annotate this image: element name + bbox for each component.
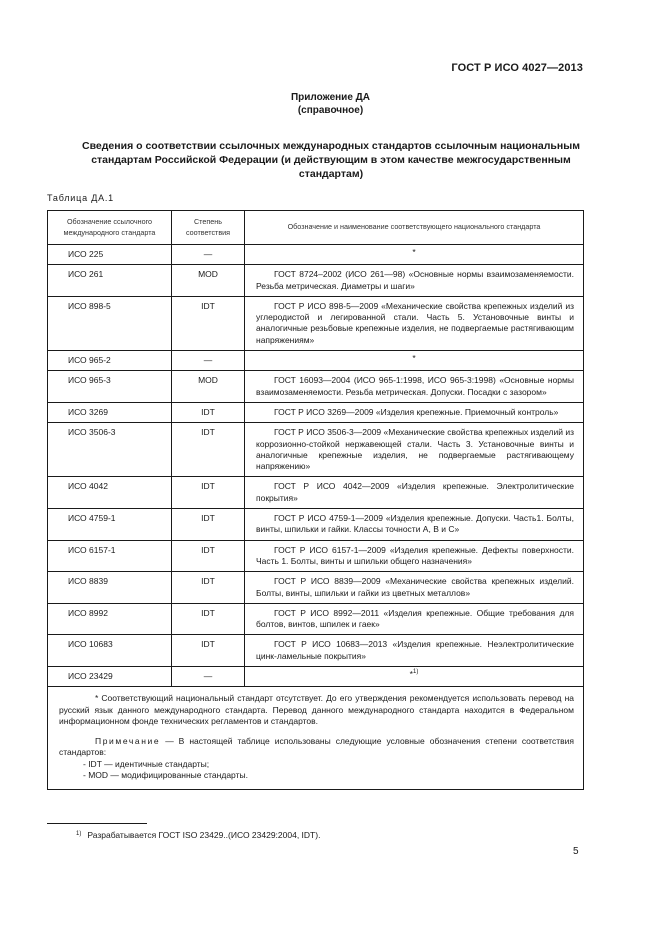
national-standard	[245, 402, 584, 422]
section-title-line: стандартам)	[298, 168, 364, 180]
absent-standard-mark: *	[412, 353, 416, 364]
document-designation: ГОСТ Р ИСО 4027—2013	[451, 62, 583, 74]
intl-standard-code: ИСО 965-3	[48, 371, 172, 403]
table-notes-row	[48, 687, 584, 790]
national-standard	[245, 667, 584, 687]
table-row	[48, 265, 584, 297]
national-standard-text: ГОСТ Р ИСО 6157-1—2009 «Изделия крепежные. Дефекты поверхности. Часть 1. Болты, винты и шпильки общего назначения»	[256, 544, 574, 566]
table-row	[48, 667, 584, 687]
footnote-text: Разрабатывается ГОСТ ISO 23429..(ИСО 23429:2004, IDT).	[87, 830, 321, 840]
national-standard-text: ГОСТ Р ИСО 10683—2013 «Изделия крепежные. Неэлектролитические цинк-ламельные покрытия»	[256, 639, 574, 661]
table-row	[48, 603, 584, 635]
absent-standard-mark: *	[412, 247, 416, 257]
national-standard-text: ГОСТ Р ИСО 898-5—2009 «Механические свойства крепежных изделий из углеродистой и легированной стали. Часть 5. Установочные винты и аналогичные резьбовые крепежные изделия, не подвергаемые растягивающим напряжениям»	[256, 300, 574, 345]
header-national-standard: Обозначение и наименование соответствующего национального стандарта	[245, 211, 584, 245]
correspondence-degree: IDT	[172, 603, 245, 635]
national-standard	[245, 265, 584, 297]
footnote-reference: 1)	[412, 669, 419, 676]
note-idt: - IDT — идентичные стандарты;	[83, 758, 210, 769]
table-notes	[48, 687, 584, 790]
correspondence-degree: IDT	[172, 477, 245, 509]
intl-standard-code: ИСО 8992	[48, 603, 172, 635]
correspondence-degree: MOD	[172, 265, 245, 297]
footnote-mark: 1)	[76, 831, 82, 837]
correspondence-degree: IDT	[172, 540, 245, 572]
table-row	[48, 296, 584, 350]
intl-standard-code: ИСО 965-2	[48, 351, 172, 371]
national-standard	[245, 509, 584, 541]
appendix-subtitle: (справочное)	[297, 105, 364, 116]
header-intl-standard: Обозначение ссылочного международного стандарта	[48, 211, 172, 245]
table-row	[48, 402, 584, 422]
intl-standard-code: ИСО 4042	[48, 477, 172, 509]
intl-standard-code: ИСО 23429	[48, 667, 172, 687]
appendix-heading	[0, 91, 661, 117]
table-row	[48, 477, 584, 509]
correspondence-degree: IDT	[172, 423, 245, 477]
intl-standard-code: ИСО 898-5	[48, 296, 172, 350]
correspondence-degree: —	[172, 667, 245, 687]
correspondence-degree: MOD	[172, 371, 245, 403]
table-row	[48, 540, 584, 572]
correspondence-table	[47, 210, 584, 790]
intl-standard-code: ИСО 3269	[48, 402, 172, 422]
table-row	[48, 572, 584, 604]
table-row	[48, 351, 584, 371]
footnote	[76, 830, 320, 840]
intl-standard-code: ИСО 225	[48, 245, 172, 265]
national-standard	[245, 423, 584, 477]
correspondence-degree: IDT	[172, 635, 245, 667]
national-standard	[245, 603, 584, 635]
section-title-line: стандартам Российской Федерации (и действующим в этом качестве межгосударственным	[91, 154, 571, 166]
national-standard	[245, 477, 584, 509]
national-standard-text: ГОСТ Р ИСО 4759-1—2009 «Изделия крепежные. Допуски. Часть1. Болты, винты, шпильки и гайки. Классы точности А, В и С»	[256, 513, 574, 535]
table-row	[48, 635, 584, 667]
intl-standard-code: ИСО 6157-1	[48, 540, 172, 572]
national-standard	[245, 572, 584, 604]
correspondence-degree: —	[172, 351, 245, 371]
section-title	[46, 139, 616, 181]
appendix-title: Приложение ДА	[290, 92, 371, 103]
national-standard	[245, 635, 584, 667]
table-row	[48, 245, 584, 265]
intl-standard-code: ИСО 4759-1	[48, 509, 172, 541]
national-standard-text: ГОСТ 16093—2004 (ИСО 965-1:1998, ИСО 965-3:1998) «Основные нормы взаимозаменяемости. Резьба метрическая. Допуски. Посадки с зазором»	[256, 375, 574, 397]
intl-standard-code: ИСО 10683	[48, 635, 172, 667]
table-row	[48, 509, 584, 541]
table-row	[48, 371, 584, 403]
correspondence-degree: IDT	[172, 572, 245, 604]
absent-standard-mark: *	[409, 669, 413, 680]
page-number: 5	[573, 846, 579, 857]
national-standard	[245, 296, 584, 350]
national-standard-text: ГОСТ 8724–2002 (ИСО 261—98) «Основные нормы взаимозаменяемости. Резьба метрическая. Диаметры и шаги»	[256, 269, 574, 291]
header-degree: Степень соответствия	[172, 211, 245, 245]
note-legend	[59, 736, 574, 759]
table-row	[48, 423, 584, 477]
note-text: — В настоящей таблице использованы следующие условные обозначения степени соответствия стандартов:	[59, 735, 574, 758]
footnote-divider	[47, 823, 147, 824]
correspondence-degree: IDT	[172, 296, 245, 350]
national-standard	[245, 351, 584, 371]
section-title-line: Сведения о соответствии ссылочных международных стандартов ссылочным национальным	[82, 140, 580, 152]
intl-standard-code: ИСО 8839	[48, 572, 172, 604]
national-standard-text: ГОСТ Р ИСО 8839—2009 «Механические свойства крепежных изделий. Болты, винты, шпильки и гайки из цветных металлов»	[256, 576, 574, 598]
national-standard-text: ГОСТ Р ИСО 4042—2009 «Изделия крепежные. Электролитические покрытия»	[256, 481, 574, 503]
note-label: Примечание	[95, 735, 161, 746]
national-standard-text: ГОСТ Р ИСО 3506-3—2009 «Механические свойства крепежных изделий из коррозионно-стойкой нержавеющей стали. Часть 3. Установочные винты и аналогичные крепежные изделия, не подвергаемые растягивающему напряжению»	[256, 427, 574, 472]
table-header-row	[48, 211, 584, 245]
correspondence-degree: IDT	[172, 509, 245, 541]
national-standard-text: ГОСТ Р ИСО 8992—2011 «Изделия крепежные. Общие требования для болтов, винтов, шпилек и гаек»	[256, 607, 574, 630]
note-mod: - MOD — модифицированные стандарты.	[83, 770, 248, 781]
national-standard	[245, 540, 584, 572]
intl-standard-code: ИСО 261	[48, 265, 172, 297]
table-caption: Таблица ДА.1	[47, 193, 114, 203]
national-standard	[245, 371, 584, 403]
note-star: * Соответствующий национальный стандарт отсутствует. До его утверждения рекомендуется использовать перевод на русский язык данного международного стандарта. Перевод данного международного стандарта находится в Федеральном информационном фонде технических регламентов и стандартов.	[59, 693, 574, 727]
correspondence-degree: —	[172, 245, 245, 265]
national-standard	[245, 245, 584, 265]
intl-standard-code: ИСО 3506-3	[48, 423, 172, 477]
correspondence-degree: IDT	[172, 402, 245, 422]
national-standard-text: ГОСТ Р ИСО 3269—2009 «Изделия крепежные. Приемочный контроль»	[274, 406, 559, 417]
